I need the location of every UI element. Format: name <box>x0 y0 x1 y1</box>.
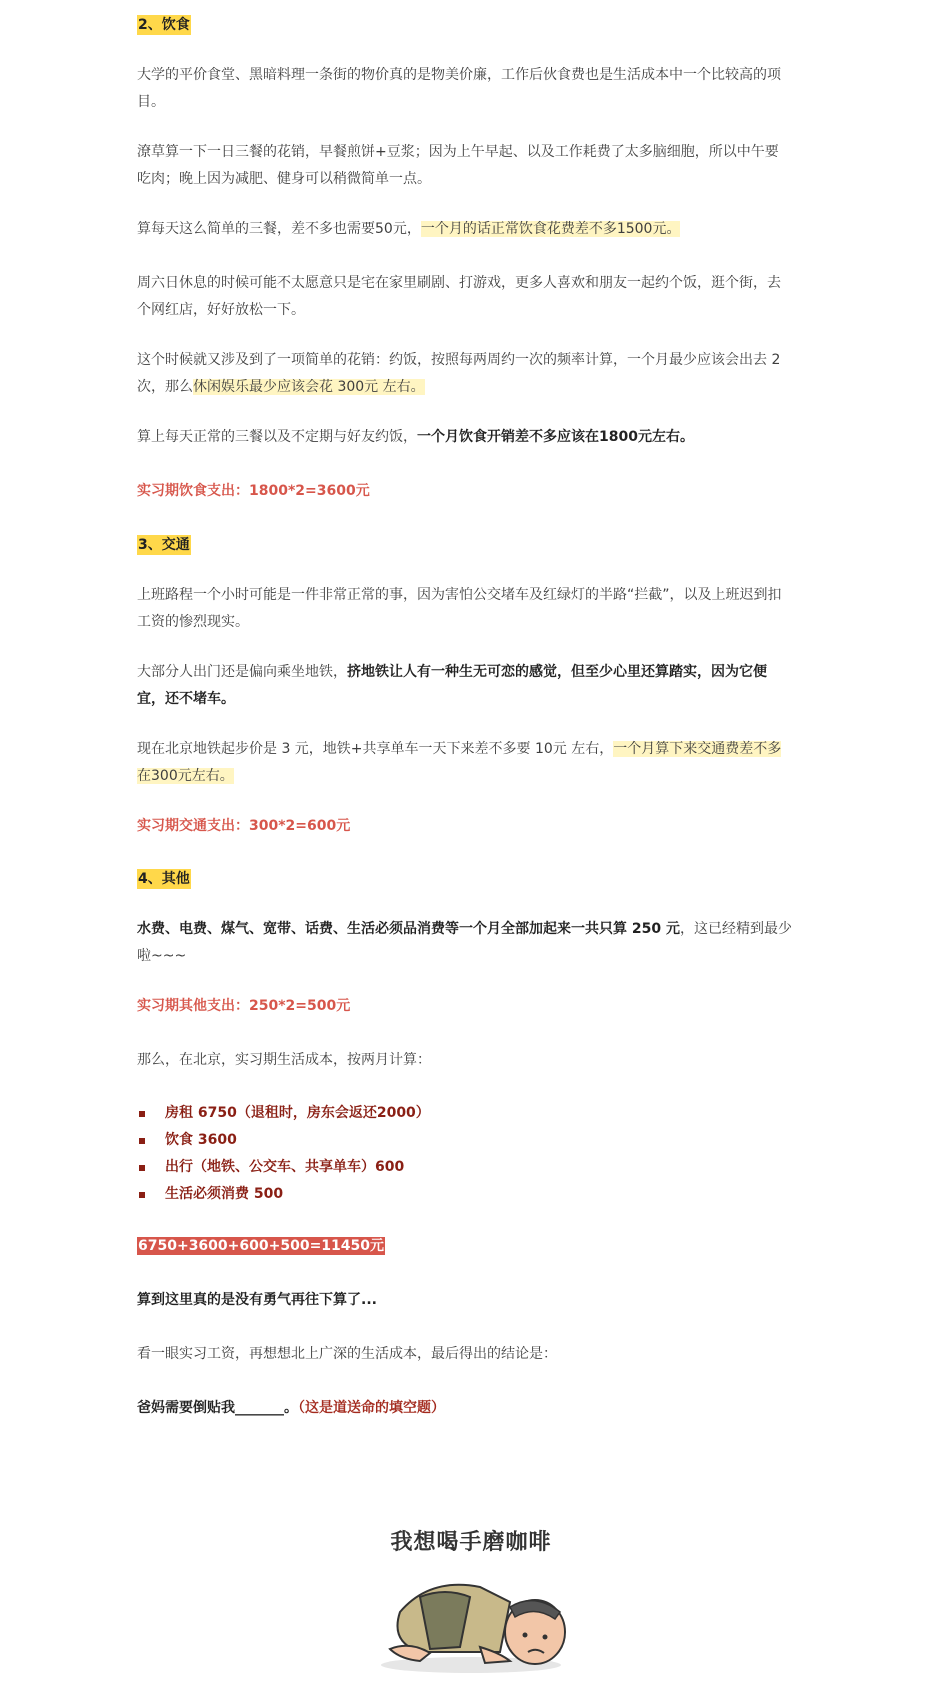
highlight-text: 一个月算下来交通费差不多在300元左右。 <box>137 741 782 784</box>
total-formula: 6750+3600+600+500=11450元 <box>138 1238 385 1254</box>
note-text: （这是道送命的填空题） <box>298 1400 445 1416</box>
text: 大部分人出门还是偏向乘坐地铁， <box>137 664 347 680</box>
transport-total: 实习期交通支出：300*2=600元 <box>137 818 351 834</box>
paragraph <box>137 424 792 451</box>
paragraph: 上班路程一个小时可能是一件非常正常的事，因为害怕公交堵车及红绿灯的半路“拦截”，以及上班迟到扣工资的惨烈现实。 <box>137 587 782 630</box>
bold-text: 一个月饮食开销差不多应该在1800元左右。 <box>417 429 694 445</box>
text: 现在北京地铁起步价是 3 元，地铁+共享单车一天下来差不多要 10元 左右， <box>137 741 614 757</box>
lying-man-illustration <box>360 1557 582 1677</box>
paragraph <box>137 347 792 401</box>
paragraph <box>137 736 792 790</box>
bullet-icon <box>139 1165 145 1171</box>
paragraph <box>137 216 792 243</box>
summary-line: 算到这里真的是没有勇气再往下算了... <box>137 1292 377 1308</box>
bullet-icon <box>139 1111 145 1117</box>
other-total: 实习期其他支出：250*2=500元 <box>137 998 351 1014</box>
sticker-image <box>360 1525 582 1675</box>
summary-line <box>137 1395 792 1422</box>
list-item: 房租 6750（退租时，房东会返还2000） <box>137 1100 792 1127</box>
cost-list <box>137 1100 792 1208</box>
sticker-title: 我想喝手磨咖啡 <box>390 1530 552 1555</box>
food-total: 实习期饮食支出：1800*2=3600元 <box>137 483 370 499</box>
text: 算每天这么简单的三餐，差不多也需要50元， <box>137 221 421 237</box>
paragraph: 潦草算一下一日三餐的花销，早餐煎饼+豆浆；因为上午早起、以及工作耗费了太多脑细胞，所以中午要吃肉；晚上因为减肥、健身可以稍微简单一点。 <box>137 144 779 187</box>
paragraph: 大学的平价食堂、黑暗料理一条街的物价真的是物美价廉，工作后伙食费也是生活成本中一个比较高的项目。 <box>137 67 781 110</box>
text: ，这已经精到最少啦~~~ <box>137 921 792 964</box>
highlight-text: 休闲娱乐最少应该会花 300元 左右。 <box>193 379 425 395</box>
paragraph <box>137 916 792 970</box>
bullet-icon <box>139 1192 145 1198</box>
bold-text: 水费、电费、煤气、宽带、话费、生活必须品消费等一个月全部加起来一共只算 250 元 <box>137 921 680 937</box>
summary-intro: 那么，在北京，实习期生活成本，按两月计算： <box>137 1052 431 1068</box>
bold-text: 爸妈需要倒贴我_______。 <box>137 1400 298 1416</box>
text: 算上每天正常的三餐以及不定期与好友约饭， <box>137 429 417 445</box>
bullet-icon <box>139 1138 145 1144</box>
section-header-food: 2、饮食 <box>138 17 190 33</box>
list-item: 生活必须消费 500 <box>137 1181 792 1208</box>
highlight-text: 一个月的话正常饮食花费差不多1500元。 <box>420 221 681 237</box>
bold-text: 挤地铁让人有一种生无可恋的感觉，但至少心里还算踏实，因为它便宜，还不堵车。 <box>137 664 767 707</box>
section-header-transport: 3、交通 <box>138 537 190 553</box>
list-item: 出行（地铁、公交车、共享单车）600 <box>137 1154 792 1181</box>
paragraph <box>137 659 792 713</box>
list-item: 饮食 3600 <box>137 1127 792 1154</box>
text: 这个时候就又涉及到了一项简单的花销：约饭，按照每两周约一次的频率计算，一个月最少应该会出去 2 次，那么 <box>137 352 781 395</box>
section-header-other: 4、其他 <box>138 871 190 887</box>
paragraph: 周六日休息的时候可能不太愿意只是宅在家里刷剧、打游戏，更多人喜欢和朋友一起约个饭，逛个街，去个网红店，好好放松一下。 <box>137 275 781 318</box>
summary-line: 看一眼实习工资，再想想北上广深的生活成本，最后得出的结论是： <box>137 1346 557 1362</box>
